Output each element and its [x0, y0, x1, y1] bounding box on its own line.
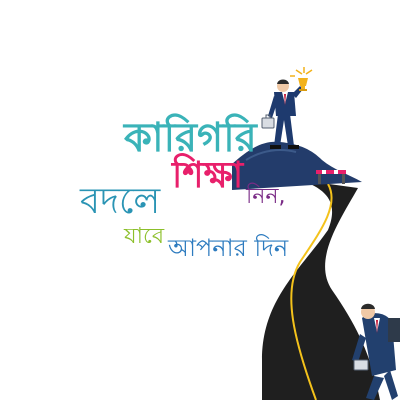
- headline-karigori: কারিগরি: [124, 115, 257, 161]
- headline-jabe: যাবে: [124, 224, 165, 249]
- headline-bodle: বদলে: [80, 181, 161, 222]
- headline-shiksha: শিক্ষা: [172, 155, 244, 196]
- businessman-top: [262, 67, 312, 149]
- headline-apnar-din: আপনার দিন: [168, 234, 289, 262]
- headline-ninn: নিন,: [246, 184, 286, 209]
- trophy-icon: [290, 67, 312, 91]
